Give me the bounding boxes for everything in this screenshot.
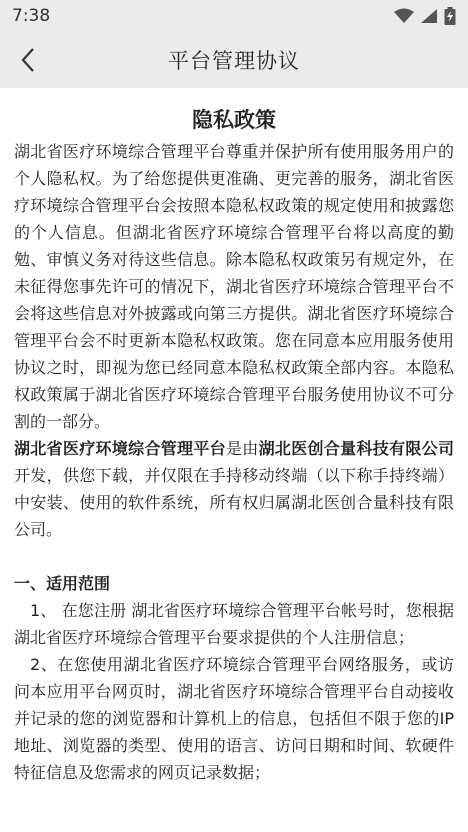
document-title: 隐私政策 — [192, 108, 276, 132]
company-name: 湖北医创合量科技有限公司 — [258, 439, 454, 458]
back-button[interactable] — [10, 44, 46, 76]
battery-charging-icon — [444, 7, 456, 25]
page-title: 平台管理协议 — [168, 49, 300, 73]
status-bar — [0, 0, 468, 32]
owner-rest: 开发，供您下载，并仅限在手持移动终端（以下称手持终端）中安装、使用的软件系统，所有权归属湖北医创合量科技有限公司。 — [14, 466, 454, 539]
list-item: 1、 在您注册 湖北省医疗环境综合管理平台帐号时，您根据湖北省医疗环境综合管理平台要求提供的个人注册信息； — [14, 601, 454, 647]
wifi-icon — [394, 8, 414, 24]
owner-connector: 是由 — [225, 439, 259, 458]
owner-paragraph — [14, 435, 454, 543]
section-title: 一、适用范围 — [14, 574, 111, 593]
status-time: 7:38 — [12, 6, 51, 26]
status-icons — [394, 7, 456, 25]
intro-paragraph: 湖北省医疗环境综合管理平台尊重并保护所有使用服务用户的个人隐私权。为了给您提供更准确、更完善的服务，湖北省医疗环境综合管理平台会按照本隐私权政策的规定使用和披露您的个人信息。但湖北省医疗环境综合管理平台将以高度的勤勉、审慎义务对待这些信息。除本隐私权政策另有规定外，在未征得您事先许可的情况下，湖北省医疗环境综合管理平台不会将这些信息对外披露或向第三方提供。湖北省医疗环境综合管理平台会不时更新本隐私权政策。您在同意本应用服务使用协议之时，即视为您已经同意本隐私权政策全部内容。本隐私权政策属于湖北省医疗环境综合管理平台服务使用协议不可分割的一部分。 — [14, 142, 454, 431]
platform-name: 湖北省医疗环境综合管理平台 — [14, 439, 226, 458]
document-content[interactable] — [0, 106, 468, 786]
nav-bar — [0, 32, 468, 88]
signal-icon — [420, 8, 438, 24]
chevron-left-icon — [20, 47, 36, 73]
spacer — [14, 543, 454, 570]
list-item: 2、在您使用湖北省医疗环境综合管理平台网络服务，或访问本应用平台网页时，湖北省医疗环境综合管理平台自动接收并记录的您的浏览器和计算机上的信息，包括但不限于您的IP地址、浏览器的类型、使用的语言、访问日期和时间、软硬件特征信息及您需求的网页记录数据； — [14, 655, 454, 782]
